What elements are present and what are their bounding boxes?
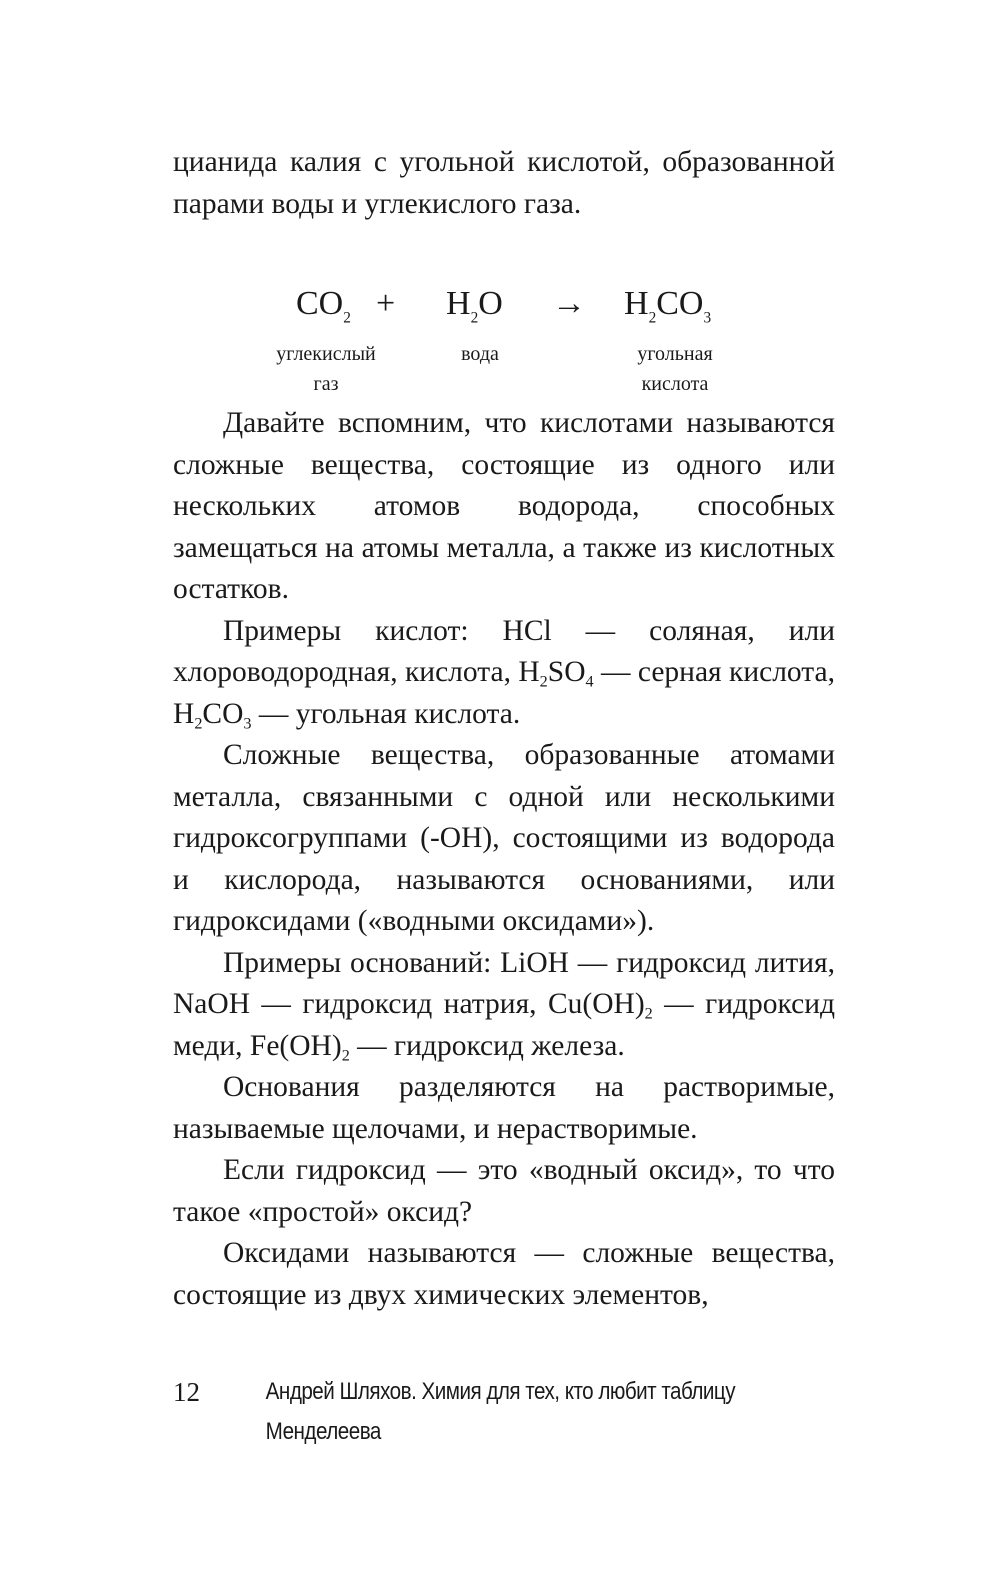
running-title: Андрей Шляхов. Химия для тех, кто любит таблицу Менделеева <box>265 1378 736 1445</box>
equation-product-h2co3 <box>624 282 711 326</box>
base-examples-text-1: Примеры оснований: LiOH — гидроксид лития, NaOH — гидроксид натрия, Cu(OH) <box>173 946 835 1020</box>
product-subscript-1: 2 <box>648 309 657 327</box>
acid-examples-text-1: Примеры кислот: HCl — соляная, или хлороводородная, кислота, H <box>173 614 835 688</box>
acid-examples-text-2: SO <box>547 656 586 688</box>
acid-examples-text-4: CO <box>202 697 244 730</box>
caption-carbon-dioxide-line2: газ <box>313 373 339 395</box>
paragraph-acids-definition: Давайте вспомним, что кислотами называются сложные вещества, состоящие из одного или нескольких атомов водорода, способных замещаться на атомы металла, а также из кислотных остатков. <box>173 407 835 605</box>
equation-reactant-h2o <box>446 282 503 326</box>
equation-plus-sign: + <box>376 285 396 322</box>
reactant2-subscript: 2 <box>470 309 479 327</box>
base-examples-sub-2: 2 <box>341 1046 350 1065</box>
acid-examples-sub-3: 2 <box>194 714 203 733</box>
acid-examples-sub-2: 4 <box>585 672 594 691</box>
caption-carbonic-acid-line2: кислота <box>641 373 709 395</box>
base-examples-text-2: — гидроксид меди, Fe(OH) <box>173 988 835 1062</box>
paragraph-base-examples <box>173 943 835 1068</box>
equation-arrow-icon: → <box>552 285 586 322</box>
reactant1-base: CO <box>296 285 344 322</box>
paragraph-oxides-definition: Оксидами называются — сложные вещества, состоящие из двух химических элементов, <box>173 1237 835 1311</box>
reactant1-subscript: 2 <box>343 309 351 327</box>
page-number: 12 <box>173 1377 200 1407</box>
paragraph-oxide-question: Если гидроксид — это «водный оксид», то что такое «простой» оксид? <box>173 1154 835 1228</box>
equation-reactant-co2 <box>296 282 351 326</box>
page-footer <box>173 1372 835 1445</box>
caption-carbonic-acid-line1: угольная <box>637 343 713 365</box>
intro-paragraph-block <box>173 142 835 225</box>
caption-carbon-dioxide-line1: углекислый <box>276 343 376 365</box>
acid-examples-text-3: — серная кислота, H <box>173 656 835 730</box>
main-text-block <box>173 403 835 1316</box>
base-examples-text-3: — гидроксид железа. <box>349 1029 625 1062</box>
product-base-2: CO <box>656 285 704 322</box>
paragraph-bases-classification: Основания разделяются на растворимые, называемые щелочами, и нерастворимые. <box>173 1071 835 1145</box>
caption-water: вода <box>461 343 499 365</box>
product-base-1: H <box>624 285 649 322</box>
acid-examples-text-5: — угольная кислота. <box>251 697 521 730</box>
reactant2-base-2: O <box>478 285 503 322</box>
reactant2-base-1: H <box>446 285 471 322</box>
chemical-equation <box>0 282 1000 402</box>
acid-examples-sub-1: 2 <box>539 672 548 691</box>
acid-examples-sub-4: 3 <box>243 714 252 733</box>
product-subscript-2: 3 <box>703 309 712 327</box>
paragraph-bases-definition: Сложные вещества, образованные атомами металла, связанными с одной или несколькими гидроксогруппами (-OH), состоящими из водорода и кислорода, называются основаниями, или гидроксидами («водными оксидами»). <box>173 739 835 937</box>
paragraph-acid-examples <box>173 611 835 736</box>
intro-paragraph: цианида калия с угольной кислотой, образованной парами воды и углекислого газа. <box>173 146 835 220</box>
base-examples-sub-1: 2 <box>644 1004 653 1023</box>
